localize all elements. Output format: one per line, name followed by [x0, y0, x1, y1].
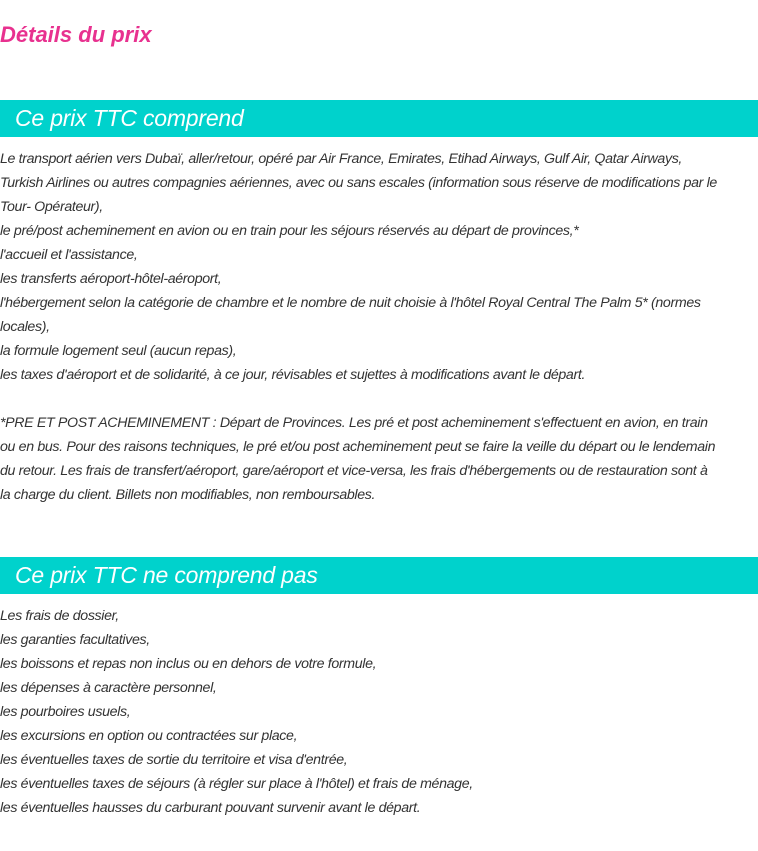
excluded-item: les éventuelles taxes de sortie du territoire et visa d'entrée, — [0, 752, 348, 768]
excluded-item: les pourboires usuels, — [0, 704, 131, 720]
included-item: le pré/post acheminement en avion ou en train pour les séjours réservés au départ de provinces,* — [0, 223, 579, 239]
excluded-item: les dépenses à caractère personnel, — [0, 680, 217, 696]
included-heading: Ce prix TTC comprend — [15, 105, 244, 131]
excluded-item: les éventuelles hausses du carburant pouvant survenir avant le départ. — [0, 800, 421, 816]
excluded-section-header — [0, 557, 758, 594]
excluded-item: les éventuelles taxes de séjours (à régler sur place à l'hôtel) et frais de ménage, — [0, 776, 473, 792]
pre-post-transport-note: *PRE ET POST ACHEMINEMENT : Départ de Provinces. Les pré et post acheminement s'effectuent en avion, en train ou en bus. Pour des raisons techniques, le pré et/ou post acheminement peut se faire la veille du départ ou le lendemain du retour. Les frais de transfert/aéroport, gare/aéroport et vice-versa, les frais d'hébergements ou de restauration sont à la charge du client. Billets non modifiables, non remboursables. — [0, 415, 716, 503]
included-item: Le transport aérien vers Dubaï, aller/retour, opéré par Air France, Emirates, Etihad Airways, Gulf Air, Qatar Airways, Turkish Airlines ou autres compagnies aériennes, avec ou sans escales (information sous réserve de modifications par le Tour- Opérateur), — [0, 151, 717, 215]
excluded-item: les boissons et repas non inclus ou en dehors de votre formule, — [0, 656, 377, 672]
included-item: l'accueil et l'assistance, — [0, 247, 138, 263]
included-section-header — [0, 100, 758, 137]
page-title: Détails du prix — [0, 22, 152, 47]
included-item: l'hébergement selon la catégorie de chambre et le nombre de nuit choisie à l'hôtel Royal Central The Palm 5* (normes locales), — [0, 295, 701, 335]
excluded-heading: Ce prix TTC ne comprend pas — [15, 562, 318, 588]
excluded-item: les garanties facultatives, — [0, 632, 150, 648]
excluded-list — [0, 604, 758, 820]
excluded-item: les excursions en option ou contractées sur place, — [0, 728, 298, 744]
included-list — [0, 147, 758, 387]
excluded-item: Les frais de dossier, — [0, 608, 119, 624]
included-item: les taxes d'aéroport et de solidarité, à ce jour, révisables et sujettes à modifications avant le départ. — [0, 367, 586, 383]
included-item: la formule logement seul (aucun repas), — [0, 343, 237, 359]
included-item: les transferts aéroport-hôtel-aéroport, — [0, 271, 222, 287]
